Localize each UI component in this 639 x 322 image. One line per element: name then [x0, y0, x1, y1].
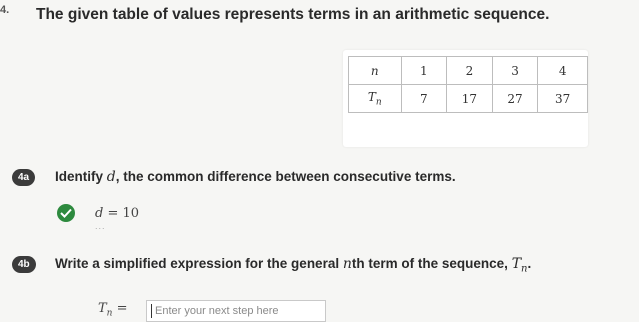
sequence-table — [348, 56, 588, 113]
sequence-table-card — [343, 50, 588, 147]
part-4b-input-label: $T_n$ = — [98, 301, 128, 319]
table-header-tn: $T_n$ — [349, 85, 402, 113]
table-cell: 2 — [447, 57, 493, 85]
part-4a-badge: 4a — [12, 169, 35, 186]
part-4b-badge: 4b — [12, 256, 36, 273]
part-4b-prompt: Write a simplified expression for the general nth term of the sequence, $T_n$. — [55, 256, 532, 275]
table-cell: 17 — [447, 85, 493, 113]
next-step-input-box[interactable] — [146, 300, 326, 322]
table-row — [349, 85, 588, 113]
table-cell: 4 — [538, 57, 588, 85]
table-cell: 7 — [401, 85, 447, 113]
part-4a-answer: d = 10 — [95, 206, 140, 221]
part-4a-prompt: Identify d, the common difference between consecutive terms. — [55, 169, 456, 185]
text-cursor — [151, 304, 152, 318]
table-row — [349, 57, 588, 85]
table-header-n: n — [349, 57, 402, 85]
question-intro: The given table of values represents terms in an arithmetic sequence. — [36, 6, 550, 23]
check-icon — [57, 204, 75, 222]
table-cell: 3 — [492, 57, 538, 85]
question-number: 4. — [0, 4, 10, 16]
table-cell: 27 — [492, 85, 538, 113]
table-cell: 37 — [538, 85, 588, 113]
table-cell: 1 — [401, 57, 447, 85]
more-steps-indicator[interactable]: ... — [95, 221, 106, 231]
